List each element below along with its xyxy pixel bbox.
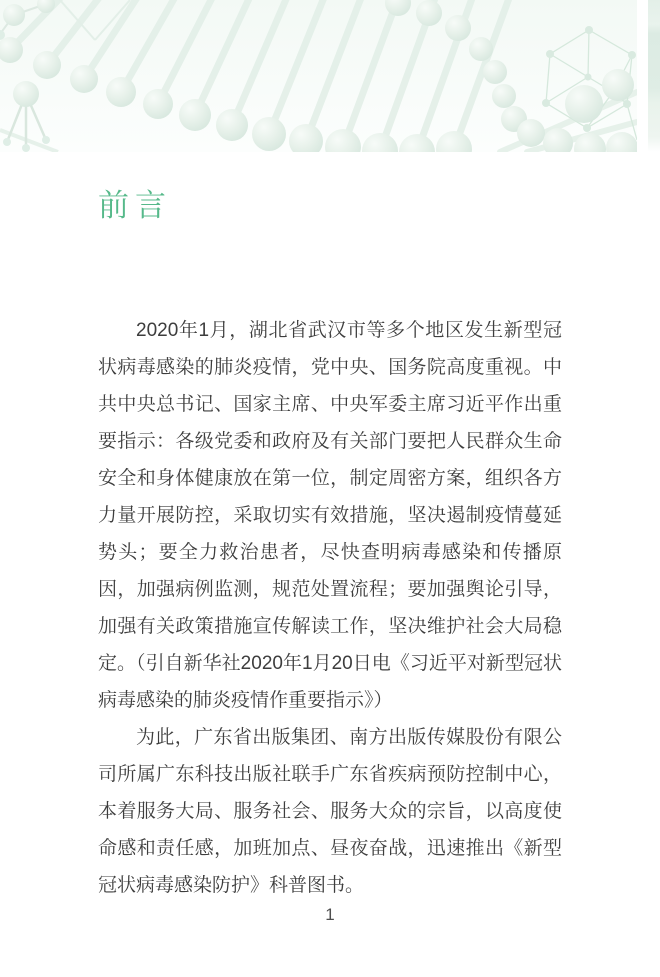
body-paragraph: 2020年1月，湖北省武汉市等多个地区发生新型冠状病毒感染的肺炎疫情，党中央、国务院高度重视。中共中央总书记、国家主席、中央军委主席习近平作出重要指示：各级党委和政府及有关部门要把人民群众生命安全和身体健康放在第一位，制定周密方案，组织各方力量开展防控，采取切实有效措施，坚决遏制疫情蔓延势头；要全力救治患者，尽快查明病毒感染和传播原因，加强病例监测，规范处置流程；要加强舆论引导，加强有关政策措施宣传解读工作，坚决维护社会大局稳定。（引自新华社2020年1月20日电《习近平对新型冠状病毒感染的肺炎疫情作重要指示》） bbox=[98, 320, 562, 711]
body-paragraph: 为此，广东省出版集团、南方出版传媒股份有限公司所属广东科技出版社联手广东省疾病预防控制中心，本着服务大局、服务社会、服务大众的宗旨，以高度使命感和责任感，加班加点、昼夜奋战，迅速推出《新型冠状病毒感染防护》科普图书。 bbox=[98, 727, 562, 896]
body-text bbox=[98, 312, 562, 904]
page-edge-strip bbox=[648, 0, 660, 152]
page-number: 1 bbox=[325, 905, 335, 924]
dna-decoration-image bbox=[0, 0, 637, 152]
page-title: 前言 bbox=[98, 187, 172, 223]
